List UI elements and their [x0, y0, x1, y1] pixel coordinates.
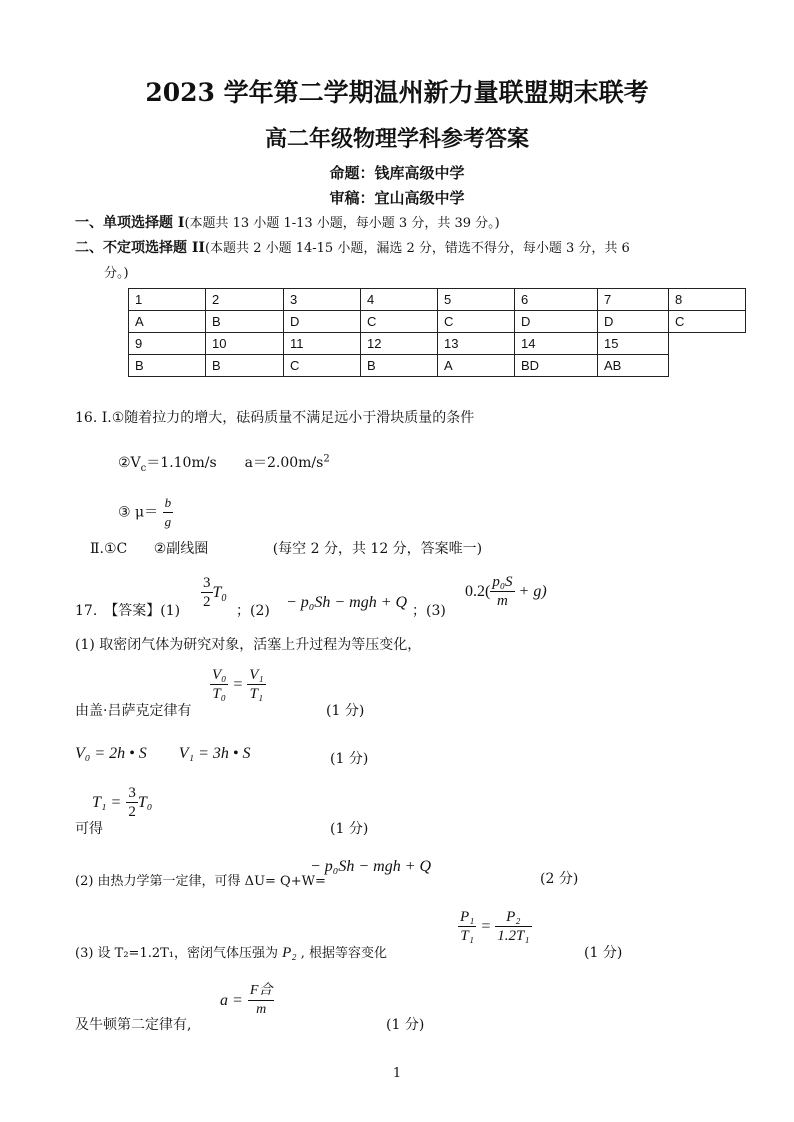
q17-answer-2: − p₀Sh − mgh + Q	[286, 594, 408, 611]
q17-label: 17. 【答案】(1)	[75, 603, 181, 619]
table-row	[129, 333, 746, 355]
q17-a1-sub: 0	[221, 593, 227, 605]
q16-mu-num: b	[163, 494, 174, 513]
table-cell: AB	[598, 355, 669, 377]
q17-score: (1 分)	[330, 751, 369, 767]
q17-eq-right-den: T₁	[249, 686, 264, 702]
table-cell: 12	[361, 333, 438, 355]
table-cell: C	[284, 355, 361, 377]
q17-a3-den: m	[497, 593, 508, 609]
section-1-note: (本题共 13 小题 1-13 小题，每小题 3 分，共 39 分。)	[184, 216, 500, 231]
q17-eq-right-num: V₁	[249, 667, 264, 683]
table-row	[129, 289, 746, 311]
q17-solution-5-text	[75, 942, 387, 962]
q17-a3-pre: 0.2(	[465, 583, 491, 600]
q17-answer-3	[465, 573, 547, 610]
q17-isochoric-eq: $\frac{\text{P₁}}{\text{T₁}}$ = $\frac{\text{P₂}}{\text{1.2T₁}}$	[460, 909, 530, 944]
q17-newton-den: m	[256, 1002, 267, 1017]
table-cell: 5	[438, 289, 515, 311]
table-cell: B	[129, 355, 206, 377]
q17-score: (1 分)	[326, 703, 365, 719]
q17-a1-num: 3	[203, 575, 211, 591]
q16-ii-b: ②副线圈	[153, 541, 209, 557]
q17-score: (1 分)	[386, 1017, 425, 1033]
table-cell: C	[361, 311, 438, 333]
q17-newton-num: F合	[248, 982, 275, 1001]
q17-sep-3: ；(3)	[412, 603, 446, 619]
q16-exp: 2	[323, 453, 330, 465]
q17-solution-6-text: 及牛顿第二定律有,	[75, 1017, 192, 1033]
table-cell: BD	[515, 355, 598, 377]
q17-a3-tail: + g)	[514, 583, 547, 600]
q17-eq-left-num: V₀	[212, 667, 227, 683]
q17-a3-num: p₀S	[492, 574, 513, 590]
table-cell: 9	[129, 333, 206, 355]
q17-solution-1: (1) 取密闭气体为研究对象，活塞上升过程为等压变化，	[75, 637, 422, 653]
q17-first-law-eq: − p₀Sh − mgh + Q	[310, 858, 432, 875]
q16-part3	[118, 494, 173, 531]
q17-a3-fraction	[490, 573, 514, 610]
q17-t1-lhs: T₁ =	[92, 794, 122, 811]
q16-mu-label: ③ μ＝	[118, 504, 159, 521]
q17-t1-tail: T₀	[137, 794, 153, 811]
q17-iso-left-den: T₁	[460, 928, 474, 944]
reviewer-line: 审稿：宜山高级中学	[329, 189, 465, 207]
section-2	[75, 237, 630, 257]
q17-score: (2 分)	[540, 871, 579, 887]
q17-iso-right	[495, 908, 531, 945]
table-cell: 1	[129, 289, 206, 311]
q17-a1-den: 2	[203, 594, 211, 610]
table-cell: 14	[515, 333, 598, 355]
q17-newton-fraction	[248, 982, 275, 1019]
q17-volume-eq: V₀ = 2h • S V₁ = 3h • S	[75, 745, 251, 762]
table-cell: 13	[438, 333, 515, 355]
q16-mu-den: g	[164, 514, 172, 529]
q17-answer-1	[201, 574, 226, 611]
table-cell: 6	[515, 289, 598, 311]
table-cell: D	[515, 311, 598, 333]
q16-vc-prefix: ②V	[118, 455, 141, 471]
q17-s5-b: , 根据等容变化	[300, 946, 387, 961]
section-2-continued: 分。)	[104, 266, 129, 281]
table-cell: 15	[598, 333, 669, 355]
q17-gay-lussac-eq: $\frac{\text{V₀}}{\text{T₀}}$ = $\frac{\text{V₁}}{\text{T₁}}$	[212, 667, 264, 702]
q17-solution-2-text: 由盖·吕萨克定律有	[75, 703, 192, 719]
table-cell: 2	[206, 289, 284, 311]
q17-t1-den: 2	[128, 804, 136, 820]
section-1-heading: 一、单项选择题 I	[75, 215, 185, 231]
q17-score: (1 分)	[584, 945, 623, 961]
q16-part-ii	[90, 538, 482, 558]
table-cell: 4	[361, 289, 438, 311]
q16-part2	[118, 452, 330, 474]
q16-ii-a: Ⅱ.①C	[90, 541, 128, 557]
q16-part1: 16. Ⅰ.①随着拉力的增大，砝码质量不满足远小于滑块质量的条件	[75, 410, 475, 426]
table-cell: 7	[598, 289, 669, 311]
q17-score: (1 分)	[330, 821, 369, 837]
table-cell: A	[129, 311, 206, 333]
q17-sep-2: ；(2)	[236, 603, 270, 619]
table-cell: 10	[206, 333, 284, 355]
q17-s5-a: (3) 设 T₂=1.2T₁，密闭气体压强为	[75, 946, 279, 961]
table-cell-empty	[669, 333, 746, 355]
q17-newton-lhs: a =	[220, 992, 243, 1009]
q17-iso-right-den: 1.2T₁	[497, 928, 530, 944]
table-cell: 8	[669, 289, 746, 311]
table-row	[129, 311, 746, 333]
exam-title: 2023 学年第二学期温州新力量联盟期末联考	[145, 78, 649, 107]
q17-s5-var: P₂	[282, 945, 297, 961]
section-1	[75, 212, 500, 232]
table-cell: C	[438, 311, 515, 333]
table-cell: 3	[284, 289, 361, 311]
q16-vc-sub: c	[140, 462, 147, 474]
table-row	[129, 355, 746, 377]
table-cell: C	[669, 311, 746, 333]
q17-eq-right	[247, 666, 265, 703]
q17-a1-fraction	[201, 574, 213, 611]
exam-subtitle: 高二年级物理学科参考答案	[264, 126, 529, 152]
q16-values: ＝1.10m/s a＝2.00m/s	[146, 455, 324, 471]
table-cell: 11	[284, 333, 361, 355]
q17-eq-left	[210, 666, 228, 703]
section-2-note: (本题共 2 小题 14-15 小题，漏选 2 分，错选不得分，每小题 3 分，共 6	[204, 241, 630, 256]
table-cell: B	[206, 355, 284, 377]
table-cell: B	[206, 311, 284, 333]
q16-mu-fraction	[163, 494, 174, 531]
section-2-heading: 二、不定项选择题 II	[75, 240, 205, 256]
q17-solution-4-text: (2) 由热力学第一定律，可得 ΔU= Q+W=	[75, 874, 326, 889]
q17-eq-left-den: T₀	[212, 686, 226, 702]
q17-newton-eq	[220, 982, 274, 1019]
q17-iso-right-num: P₂	[495, 908, 531, 927]
q17-t1-num: 3	[128, 785, 136, 801]
table-cell-empty	[669, 355, 746, 377]
answer-table	[128, 288, 746, 377]
q17-solution-3-text: 可得	[75, 821, 103, 837]
table-cell: B	[361, 355, 438, 377]
q17-t1-eq	[92, 784, 152, 821]
table-cell: D	[284, 311, 361, 333]
author-line: 命题：钱库高级中学	[329, 164, 465, 182]
q17-iso-left-num: P₁	[460, 909, 475, 925]
q17-iso-left	[458, 908, 476, 945]
q16-ii-note: (每空 2 分，共 12 分，答案唯一)	[272, 541, 483, 557]
page-number: 1	[392, 1066, 402, 1081]
q17-a1-tail: T	[212, 584, 222, 601]
table-cell: A	[438, 355, 515, 377]
table-cell: D	[598, 311, 669, 333]
q17-t1-fraction	[126, 784, 138, 821]
